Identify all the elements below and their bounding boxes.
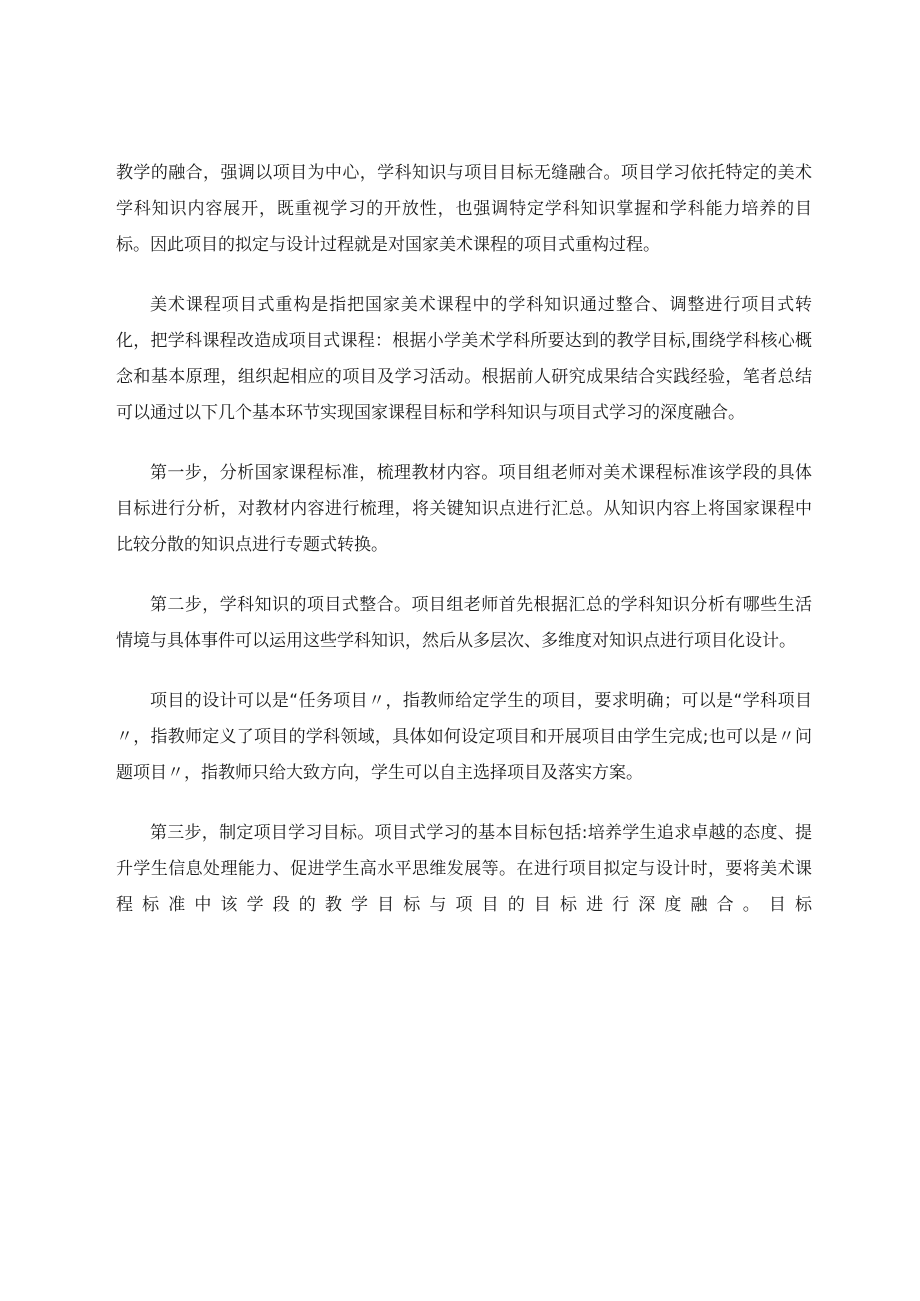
paragraph-3: 第一步，分析国家课程标准，梳理教材内容。项目组老师对美术课程标准该学段的具体目标进行分析，对教材内容进行梳理，将关键知识点进行汇总。从知识内容上将国家课程中比较分散的知识点进行专题式转换。 [116, 463, 812, 555]
paragraph-5: 项目的设计可以是“任务项目〃，指教师给定学生的项目，要求明确；可以是“学科项目〃，指教师定义了项目的学科领域，具体如何设定项目和开展项目由学生完成;也可以是〃问题项目〃，指教师只给大致方向，学生可以自主选择项目及落实方案。 [116, 691, 812, 783]
paragraph-1: 教学的融合，强调以项目为中心，学科知识与项目目标无缝融合。项目学习依托特定的美术学科知识内容展开，既重视学习的开放性，也强调特定学科知识掌握和学科能力培养的目标。因此项目的拟定与设计过程就是对国家美术课程的项目式重构过程。 [116, 163, 812, 255]
paragraph-6: 第三步，制定项目学习目标。项目式学习的基本目标包括:培养学生追求卓越的态度、提升学生信息处理能力、促进学生高水平思维发展等。在进行项目拟定与设计时，要将美术课程标准中该学段的教学目标与项目的目标进行深度融合。目标 [116, 823, 812, 915]
paragraph-4: 第二步，学科知识的项目式整合。项目组老师首先根据汇总的学科知识分析有哪些生活情境与具体事件可以运用这些学科知识，然后从多层次、多维度对知识点进行项目化设计。 [116, 595, 812, 651]
paragraph-2: 美术课程项目式重构是指把国家美术课程中的学科知识通过整合、调整进行项目式转化，把学科课程改造成项目式课程：根据小学美术学科所要达到的教学目标,围绕学科核心概念和基本原理，组织起相应的项目及学习活动。根据前人研究成果结合实践经验，笔者总结可以通过以下几个基本环节实现国家课程目标和学科知识与项目式学习的深度融合。 [116, 295, 812, 423]
document-body [116, 155, 812, 947]
